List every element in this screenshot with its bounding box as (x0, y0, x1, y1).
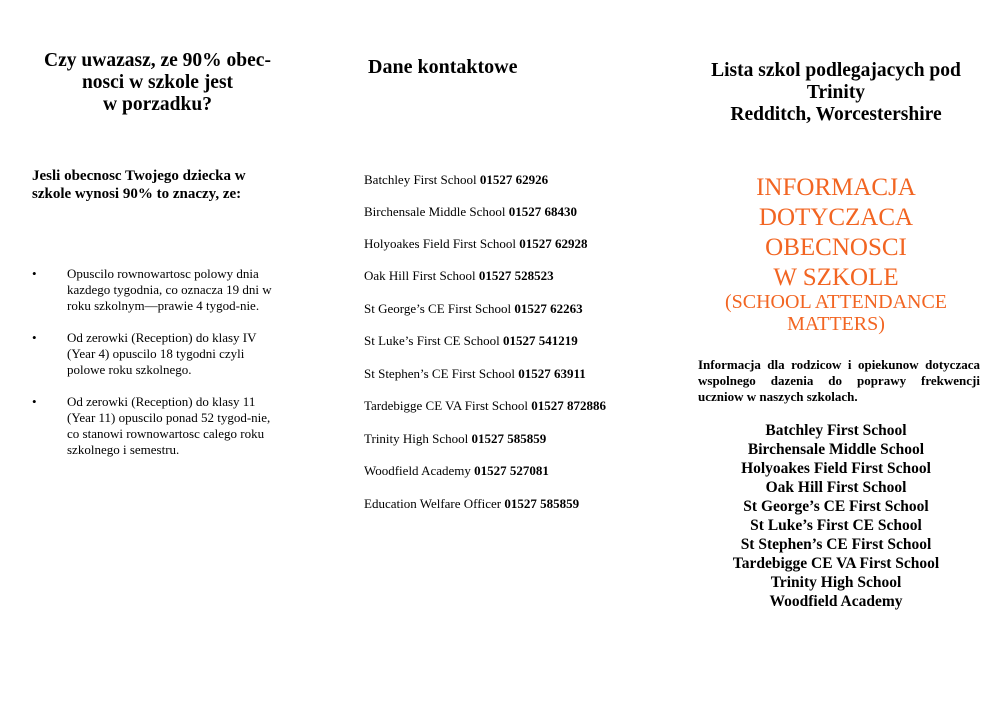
contact-phone: 01527 63911 (518, 366, 586, 381)
contacts-title: Dane kontaktowe (368, 56, 518, 78)
attendance-subheading: (SCHOOL ATTENDANCE MATTERS) (724, 291, 948, 335)
bullet-text: Od zerowki (Reception) do klasy IV (Year 4) opuscilo 18 tygodni czyli polowe roku szkolnego. (67, 330, 257, 377)
school-item: Holyoakes Field First School (741, 460, 931, 477)
school-item: Batchley First School (765, 422, 907, 439)
school-item: Tardebigge CE VA First School (732, 555, 940, 572)
contact-phone: 01527 528523 (478, 268, 554, 283)
contact-name: Holyoakes Field First School (364, 236, 517, 251)
list-item (30, 394, 285, 458)
contact-row (364, 398, 606, 414)
school-item: St Stephen’s CE First School (740, 536, 932, 553)
bullet-icon: • (32, 266, 37, 281)
contact-phone: 01527 585859 (504, 496, 580, 511)
contact-name: Oak Hill First School (364, 268, 476, 283)
bullet-icon: • (32, 330, 37, 345)
contact-name: Birchensale Middle School (364, 204, 506, 219)
contact-name: Woodfield Academy (364, 463, 471, 478)
school-item: Birchensale Middle School (747, 441, 925, 458)
contact-row (364, 172, 548, 188)
contact-row (364, 204, 577, 220)
attendance-heading: INFORMACJA DOTYCZACA OBECNOSCI W SZKOLE (756, 174, 916, 291)
contact-phone: 01527 585859 (471, 431, 547, 446)
school-item: Trinity High School (770, 574, 902, 591)
bullet-text: Opuscilo rownowartosc polowy dnia kazdego tygodnia, co oznacza 19 dni w roku szkolnym—prawie 4 tygod-nie. (67, 266, 272, 313)
contact-name: Batchley First School (364, 172, 477, 187)
bullet-icon: • (32, 394, 37, 409)
question-title: Czy uwazasz, ze 90% obec- nosci w szkole jest w porzadku? (44, 50, 271, 115)
info-paragraph: Informacja dla rodzicow i opiekunow dotyczaca wspolnego dazenia do poprawy frekwencji uczniow w naszych szkolach. (698, 357, 980, 404)
contact-row (364, 463, 549, 479)
contact-row (364, 431, 546, 447)
contact-name: Education Welfare Officer (364, 496, 502, 511)
contact-name: Trinity High School (364, 431, 469, 446)
contact-phone: 01527 541219 (503, 333, 578, 348)
contact-row (364, 496, 579, 512)
schools-list (690, 421, 982, 611)
contact-phone: 01527 527081 (474, 463, 549, 478)
school-item: Woodfield Academy (769, 593, 903, 610)
contact-name: Tardebigge CE VA First School (364, 398, 528, 413)
contact-name: St George’s CE First School (364, 301, 512, 316)
contact-row (364, 268, 554, 284)
contact-name: St Luke’s First CE School (364, 333, 500, 348)
contact-phone: 01527 62263 (514, 301, 583, 316)
contact-row (364, 236, 588, 252)
contact-row (364, 333, 578, 349)
schools-list-title: Lista szkol podlegajacych pod Trinity Redditch, Worcestershire (711, 60, 961, 125)
list-item (30, 266, 285, 314)
contact-phone: 01527 62928 (519, 236, 588, 251)
contact-name: St Stephen’s CE First School (364, 366, 515, 381)
contact-row (364, 366, 586, 382)
bullet-text: Od zerowki (Reception) do klasy 11 (Year 11) opuscilo ponad 52 tygod-nie, co stanowi rownowartosc calego roku szkolnego i semestru. (67, 394, 271, 457)
contact-phone: 01527 68430 (508, 204, 578, 219)
intro-text: Jesli obecnosc Twojego dziecka w szkole wynosi 90% to znaczy, ze: (32, 168, 246, 202)
contact-phone: 01527 872886 (531, 398, 606, 413)
school-item: St George’s CE First School (743, 498, 929, 515)
consequences-list (30, 266, 285, 474)
school-item: St Luke’s First CE School (750, 517, 922, 534)
contact-row (364, 301, 583, 317)
school-item: Oak Hill First School (765, 479, 907, 496)
list-item (30, 330, 285, 378)
contact-phone: 01527 62926 (479, 172, 549, 187)
